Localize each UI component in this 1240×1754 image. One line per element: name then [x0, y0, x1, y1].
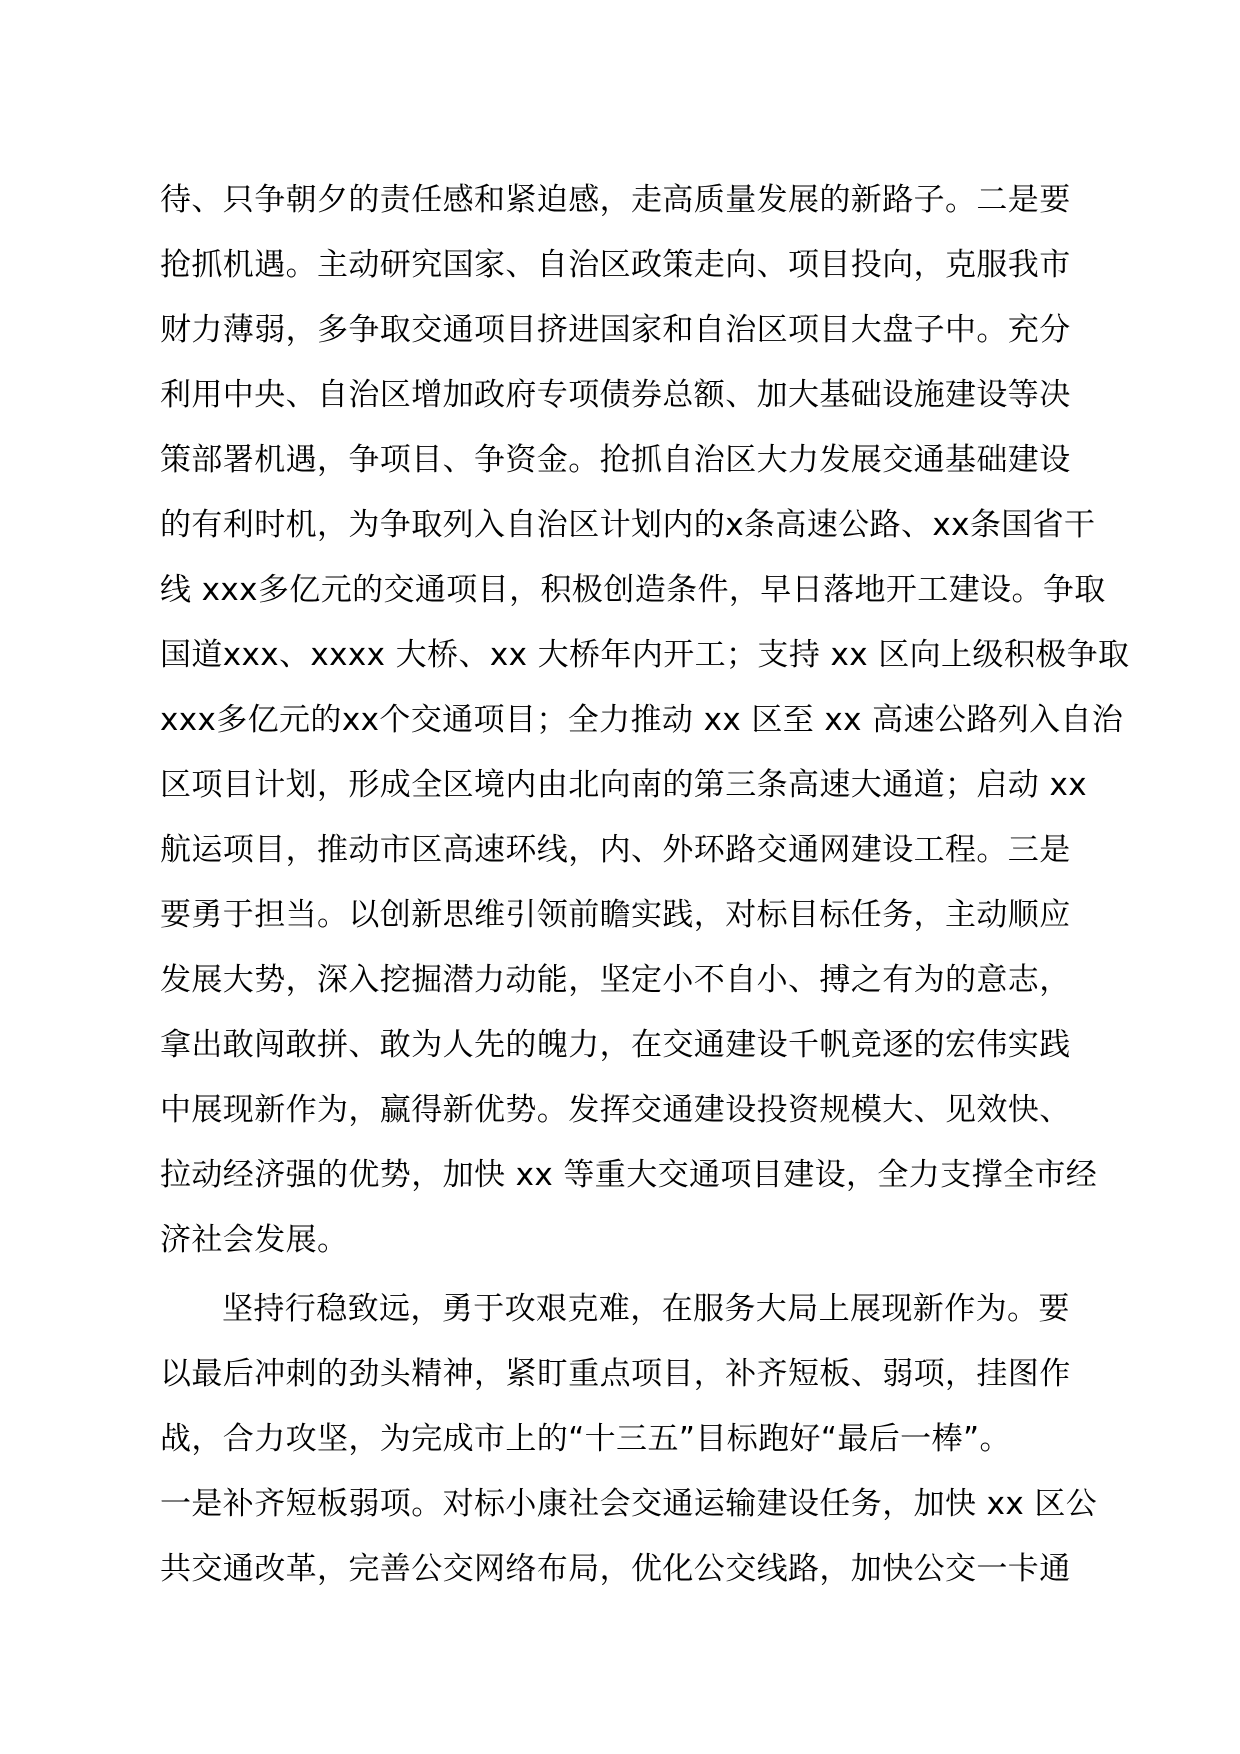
- text-line: 国道xxx、xxxx 大桥、xx 大桥年内开工；支持 xx 区向上级积极争取: [160, 637, 1130, 673]
- text-line: 抢抓机遇。主动研究国家、自治区政策走向、项目投向，克服我市: [160, 247, 1071, 283]
- text-line: 一是补齐短板弱项。对标小康社会交通运输建设任务，加快 xx 区公: [160, 1486, 1098, 1522]
- text-line: 策部署机遇，争项目、争资金。抢抓自治区大力发展交通基础建设: [160, 442, 1071, 478]
- text-line: 拉动经济强的优势，加快 xx 等重大交通项目建设，全力支撑全市经: [160, 1157, 1098, 1193]
- text-line: 以最后冲刺的劲头精神，紧盯重点项目，补齐短板、弱项，挂图作: [160, 1356, 1071, 1392]
- paragraph-2: [160, 1277, 1100, 1602]
- text-line: xxx多亿元的xx个交通项目；全力推动 xx 区至 xx 高速公路列入自治: [160, 702, 1124, 738]
- text-line: 财力薄弱，多争取交通项目挤进国家和自治区项目大盘子中。充分: [160, 312, 1071, 348]
- text-line: 坚持行稳致远，勇于攻艰克难，在服务大局上展现新作为。要: [222, 1291, 1070, 1327]
- text-line: 的有利时机，为争取列入自治区计划内的x条高速公路、xx条国省干: [160, 507, 1096, 543]
- text-line: 济社会发展。: [160, 1222, 349, 1258]
- text-line: 发展大势，深入挖掘潜力动能，坚定小不自小、搏之有为的意志，: [160, 962, 1071, 998]
- text-line: 线 xxx多亿元的交通项目，积极创造条件，早日落地开工建设。争取: [160, 572, 1106, 608]
- text-line: 共交通改革，完善公交网络布局，优化公交线路，加快公交一卡通: [160, 1551, 1071, 1587]
- text-line: 利用中央、自治区增加政府专项债券总额、加大基础设施建设等决: [160, 377, 1071, 413]
- body-text: [160, 168, 1130, 1602]
- text-line: 拿出敢闯敢拼、敢为人先的魄力，在交通建设千帆竞逐的宏伟实践: [160, 1027, 1071, 1063]
- text-line: 待、只争朝夕的责任感和紧迫感，走高质量发展的新路子。二是要: [160, 182, 1071, 218]
- paragraph-1: [160, 168, 1130, 1273]
- text-line: 中展现新作为，赢得新优势。发挥交通建设投资规模大、见效快、: [160, 1092, 1071, 1128]
- text-line: 要勇于担当。以创新思维引领前瞻实践，对标目标任务，主动顺应: [160, 897, 1071, 933]
- text-line: 航运项目，推动市区高速环线，内、外环路交通网建设工程。三是: [160, 832, 1071, 868]
- text-line: 区项目计划，形成全区境内由北向南的第三条高速大通道；启动 xx: [160, 767, 1087, 803]
- text-line: 战，合力攻坚，为完成市上的“十三五”目标跑好“最后一棒”。: [160, 1421, 1011, 1457]
